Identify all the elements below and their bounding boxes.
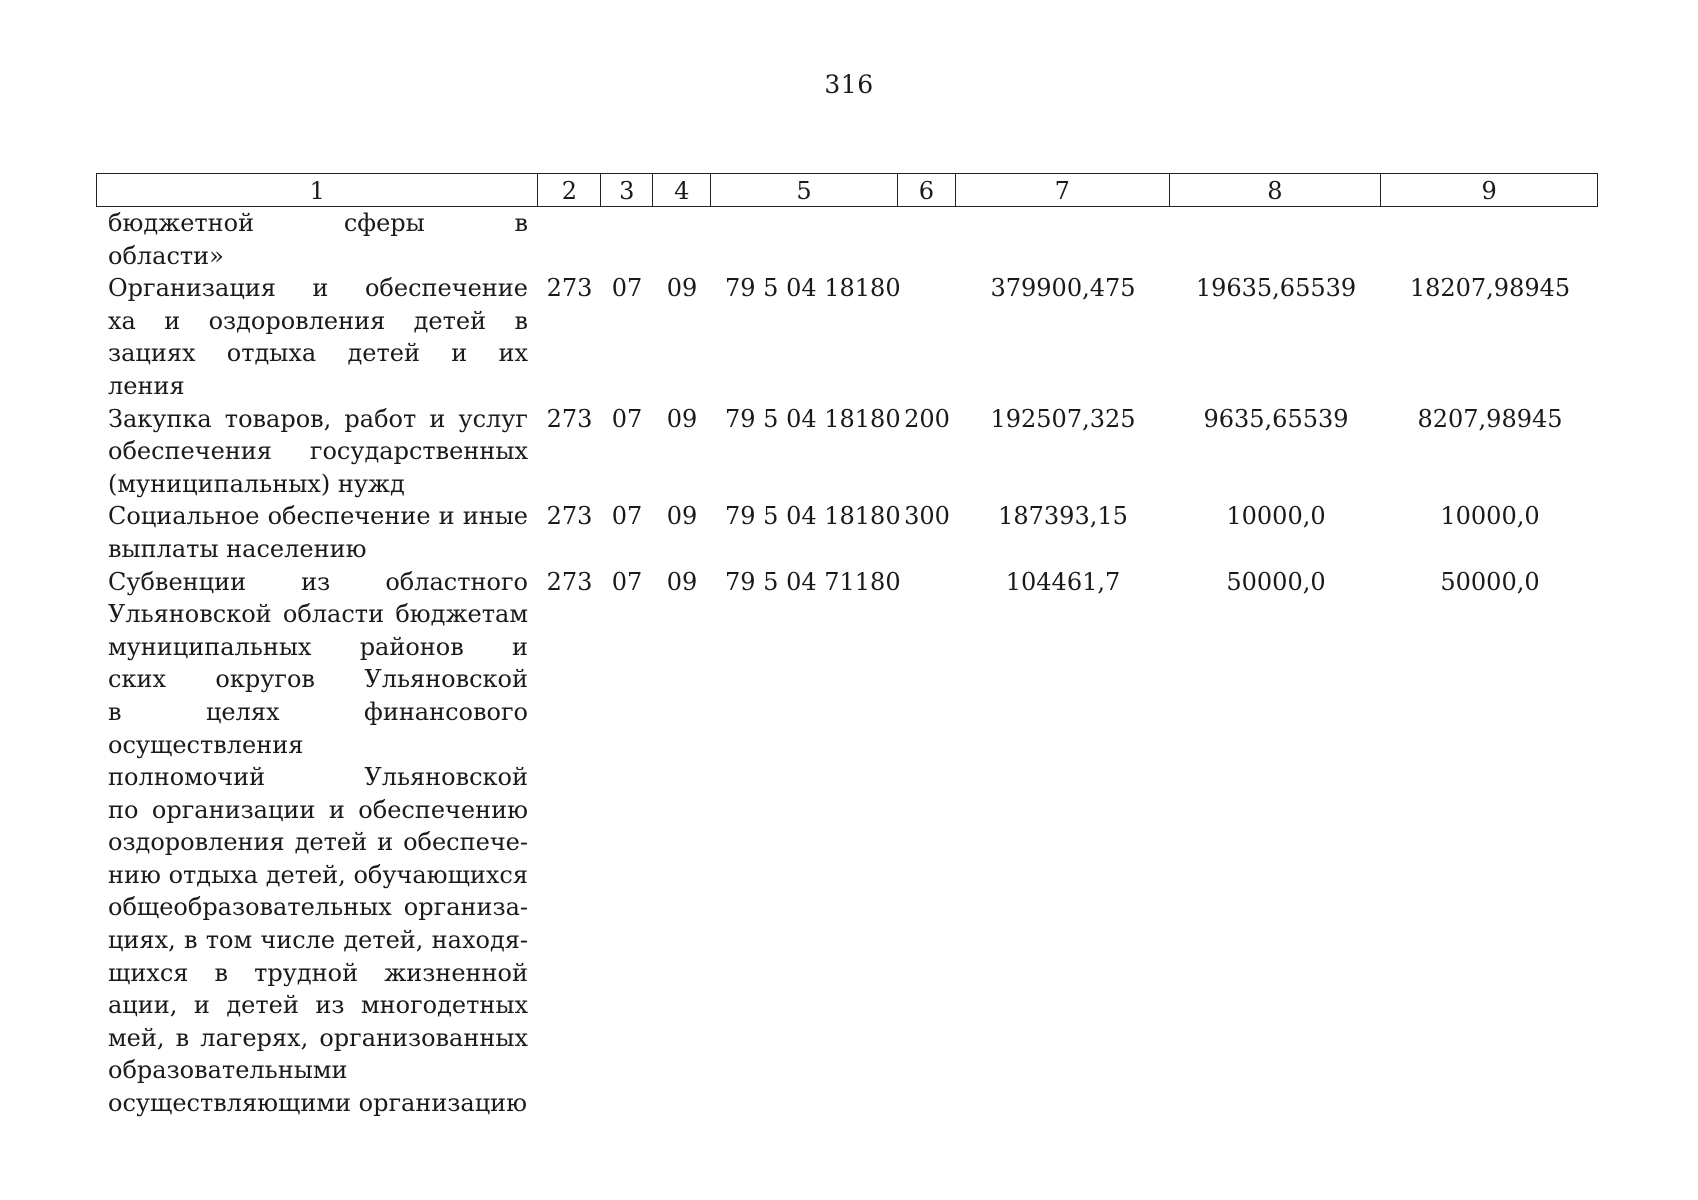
cell-c7: 187393,15 [998,502,1128,531]
header-cell-6: 6 [898,174,956,206]
cell-c8: 50000,0 [1226,567,1326,596]
description-line: осуществляющими организацию [108,1089,528,1118]
cell-c3: 07 [611,404,643,433]
cell-c4 [653,207,711,272]
cell-c5: 79 5 04 71180 [725,567,901,596]
cell-c9: 8207,98945 [1417,404,1563,433]
cell-c3: 07 [611,274,643,303]
cell-c4: 09 [666,567,698,596]
header-cell-7: 7 [956,174,1170,206]
description-line: зациях отдыха детей и их [108,339,528,368]
cell-c6: 200 [904,404,950,433]
cell-c2: 273 [546,502,593,531]
cell-c8: 19635,65539 [1195,274,1357,303]
cell-c7: 379900,475 [990,274,1136,303]
table-row [96,403,1598,501]
cell-c3: 07 [611,502,643,531]
cell-c4: 09 [666,502,698,531]
row-description [96,272,538,402]
row-description [96,500,538,565]
cell-c9 [1382,207,1598,272]
cell-c3: 07 [611,567,643,596]
description-line: обеспечения государственных [108,437,528,466]
header-cell-4: 4 [653,174,711,206]
header-cell-8: 8 [1170,174,1382,206]
cell-c5: 79 5 04 18180 [725,404,901,433]
description-line: оздоровления детей и обеспече- [108,828,528,857]
header-cell-2: 2 [538,174,601,206]
cell-c7: 104461,7 [1005,567,1121,596]
cell-c8 [1170,207,1382,272]
cell-c2 [538,207,601,272]
description-line: нию отдыха детей, обучающихся [108,860,528,889]
cell-c7: 192507,325 [990,404,1136,433]
cell-c3 [601,207,653,272]
cell-c4: 09 [666,404,698,433]
cell-c6 [898,272,956,402]
row-description [96,403,538,501]
description-line: ских округов Ульяновской [108,665,528,694]
description-line: Организация и обеспечение [108,274,528,303]
cell-c9: 10000,0 [1440,502,1540,531]
description-line: щихся в трудной жизненной [108,958,528,987]
description-line: циях, в том числе детей, находя- [108,926,528,955]
cell-c6 [898,207,956,272]
description-line: мей, в лагерях, организованных [108,1023,528,1052]
description-line: общеобразовательных организа- [108,893,528,922]
cell-c2: 273 [546,567,593,596]
description-line: выплаты населению [108,534,367,563]
description-line: ха и оздоровления детей в [108,306,528,335]
cell-c9: 18207,98945 [1409,274,1571,303]
page-number: 316 [824,70,874,99]
table-row [96,272,1598,402]
table-body [96,207,1598,1120]
description-line: в целях финансового [108,697,528,726]
cell-c8: 10000,0 [1226,502,1326,531]
table-row [96,566,1598,1120]
header-cell-9: 9 [1481,177,1497,205]
table-row [96,500,1598,565]
cell-c6: 300 [904,502,950,531]
description-line: осуществления [108,730,304,759]
description-line: бюджетной сферы в [108,209,528,237]
row-description [96,207,538,272]
description-line: муниципальных районов и [108,632,528,661]
table-row [96,207,1598,272]
description-line: по организации и обеспечению [108,795,528,824]
cell-c5 [711,207,898,272]
cell-c2: 273 [546,274,593,303]
description-line: области» [108,241,224,270]
cell-c5: 79 5 04 18180 [725,274,901,303]
description-line: Социальное обеспечение и иные [108,502,528,531]
description-line: ации, и детей из многодетных [108,991,528,1020]
cell-c5: 79 5 04 18180 [725,502,901,531]
cell-c8: 9635,65539 [1203,404,1349,433]
header-cell-1: 1 [97,174,538,206]
description-line: Закупка товаров, работ и услуг [108,404,528,433]
cell-c6 [898,566,956,1120]
row-description [96,566,538,1120]
description-line: (муниципальных) нужд [108,469,405,498]
header-cell-5: 5 [711,174,898,206]
description-line: образовательными [108,1056,348,1085]
description-line: ления [108,371,185,400]
description-line: Субвенции из областного [108,567,528,596]
description-line: полномочий Ульяновской [108,763,528,792]
cell-c7 [956,207,1170,272]
description-line: Ульяновской области бюджетам [108,600,528,629]
cell-c9: 50000,0 [1440,567,1540,596]
table-header-row [96,173,1598,207]
header-cell-3: 3 [601,174,653,206]
cell-c4: 09 [666,274,698,303]
cell-c2: 273 [546,404,593,433]
